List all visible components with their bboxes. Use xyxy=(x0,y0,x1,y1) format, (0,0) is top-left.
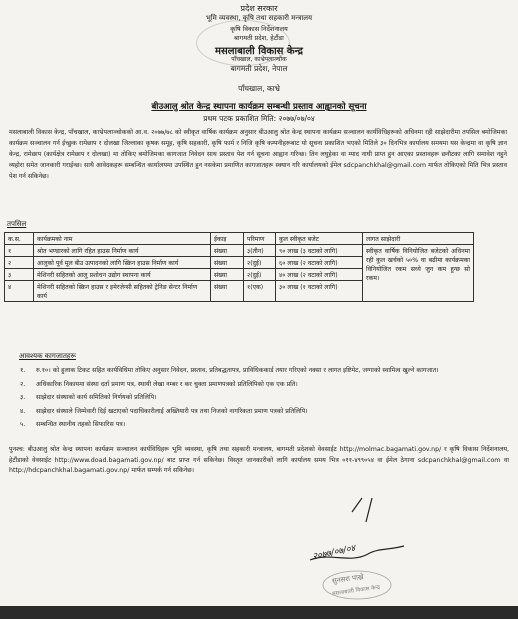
signature-date: २०७७/०७/०४ xyxy=(311,543,357,563)
header-cell: कुल स्वीकृत बजेट xyxy=(276,233,363,245)
cell: मेशिनरी सहितको आलु प्रशोधन उद्योग स्थापना कार्य xyxy=(34,269,211,281)
header-directorate: कृषि विकास निर्देशनालय xyxy=(230,25,288,33)
cell: संख्या xyxy=(211,245,244,257)
cost-share-cell: स्वीकृत वार्षिक विनियोजित बजेटको अधिनमा रही कुल खर्चको ५०% वा बढीमा कार्यक्रमका विनियोजित रकम सध्ये जुन कम हुन्छ सो रकम। xyxy=(363,245,474,302)
header-location: पाँचखाल, काभ्रे xyxy=(238,84,280,93)
stamp-name: सुनसरा पाख्रे xyxy=(331,572,365,586)
header-cell: कार्यक्रमको नाम xyxy=(34,233,211,245)
cell: ३(तीन) xyxy=(244,245,276,257)
cell: २ xyxy=(5,257,34,269)
notice-body: मसलाबाली विकास केन्द्र, पाँचखाल, काभ्रेपलाञ्चोकको आ.व. २०७७/७८ को स्वीकृत वार्षिक कार्यक्रम अनुसार बीउआलु श्रोत केन्द्र स्थापना कार्यक्रम सञ्चालन कार्यविधिहरूको अधिनमा रही साझेदारीमा तपसिल बमोजिमका कार्यक्रम सञ्चालन गर्न ईच्छुक रामेछाप र दोलखा जिल्लाका कृषक समूह, कृषि सहकारी, कृषि फार्म र निजि कृषि कम्पनीहरूबाट यो सूचना प्रकाशित भएको मितिले ३० दिनभित्र कार्यालय समयमा यस केन्द्रमा वा कृषि ज्ञान केन्द्र, रामेछाप (कार्यक्षेत्र रामेछाप र दोलखा) मा तोकिए बमोजिमका कागजात निवेदन साथ प्रस्ताव पेश गर्न सूचना आह्वान गरिन्छ। तिन लघुहेका वा म्याद नाघी प्राप्त हुन आएका प्रस्तावहरू छनौटका लागि समावेश नहुने व्यहोरा समेत जानकारी गराईन्छ। साथै आवेदकहरू सम्बन्धित कार्यालयमा उपस्थित हुन नसकेमा प्रमाणित कागजातहरू स्क्यान गरि कार्यालयको ईमेल sdcpanchkhal@gmail.com मार्फत तोकिएको मिति भित्र प्रस्ताव पेश गर्न सकिनेछ। xyxy=(9,129,507,180)
list-item: १. रु.१०। को हुलाक टिकट सहित कार्यविधिमा तोकिए अनुसार निवेदन, प्रस्ताव, प्रतिबद्धतापत्र, प्राविधिककार्ड तयार गरिएको नक्सा र लागत इष्टिमेट, जग्गाको स्वामित्व खुल्ने कागजात। xyxy=(20,367,439,374)
header-office-name: मसलाबाली विकास केन्द्र xyxy=(214,46,303,57)
cell: संख्या xyxy=(211,269,244,281)
header-province: बागमती प्रदेश, नेपाल xyxy=(230,64,288,73)
cell: संख्या xyxy=(211,281,244,302)
documents-title: आवश्यक कागजातहरू xyxy=(19,352,76,360)
header-cell: लागत साझेदारी xyxy=(363,233,474,245)
list-item: ४. साझेदार संस्थाले जिम्मेवारी दिई खटाएको पदाधिकारीलाई अख्तियारी पत्र तथा निजको नागरिकता प्रमाण पत्रको प्रतिलिपि। xyxy=(20,407,308,415)
cell: मेशिनरी सहितको स्क्रिन हाउस र इमेरजेन्सी सहितको ट्रेनिङ सेन्टर निर्माण कार्य xyxy=(34,281,211,302)
table-label: तपसिल xyxy=(7,220,27,228)
stamp-office: मसलाबाली विकास केन्द्र xyxy=(331,584,381,598)
cell: ९० लाख (३ वटाको लागि) xyxy=(276,245,363,257)
cell: ४ xyxy=(5,281,34,302)
header-directorate-location: बागमती प्रदेश, हेटौंडा xyxy=(234,34,284,42)
header-office-sub: पाँचखाल, काभ्रेपलाञ्चोक xyxy=(231,56,287,63)
cell: ४० लाख (२ वटाको लागि) xyxy=(276,269,363,281)
list-item: ५. सम्बन्धित स्थानीय तहको सिफारिस पत्र। xyxy=(20,421,126,428)
cell: ३० लाख (१ वटाको लागि) xyxy=(276,281,363,302)
list-item: २. अधिकारिक निकायमा संस्था दर्ता प्रमाण पत्र, स्थायी लेखा नम्बर र कर चुक्ता प्रमाणपत्रको प्रतिलिपिको एक एक प्रति। xyxy=(20,380,298,388)
cell: आलुको पूर्व मूल बीउ उत्पादनको लागि स्क्रिन हाउस निर्माण कार्य xyxy=(34,257,211,269)
scan-edge xyxy=(0,606,518,619)
cell: श्रोत भण्डारको लागि रहित हाउस निर्माण कार्य xyxy=(34,245,211,257)
cell: ६० लाख (२ वटाको लागि) xyxy=(276,257,363,269)
header-ministry: भूमि व्यवस्था, कृषि तथा सहकारी मन्त्रालय xyxy=(205,14,313,22)
header-cell: परिमाण xyxy=(244,233,276,245)
notice-heading: बीउआलु श्रोत केन्द्र स्थापना कार्यक्रम सम्बन्धी प्रस्ताव आह्वानको सूचना xyxy=(151,102,367,112)
header-cell: क.स. xyxy=(5,233,34,245)
header-government: प्रदेश सरकार xyxy=(240,4,278,13)
list-item: ३. साझेदार संस्थाको कार्य समितिको निर्णयको प्रतिलिपि। xyxy=(20,394,157,401)
cell: ३ xyxy=(5,269,34,281)
cell: संख्या xyxy=(211,257,244,269)
publication-date: प्रथम पटक प्रकाशित मिति: २०७७/०७/०४ xyxy=(203,114,315,123)
cell: १(एक) xyxy=(244,281,276,302)
header-cell: ईकाइ xyxy=(211,233,244,245)
cell: २(दुई) xyxy=(244,257,276,269)
cell: १ xyxy=(5,245,34,257)
footer-note: पुनश्च: बीउआलु श्रोत केन्द्र स्थापना कार्यक्रम सञ्चालन कार्यविधिहरू भूमि व्यवस्था, कृषि तथा सहकारी मन्त्रालय, बागमती प्रदेशको वेवसाईट http://molmac.bagamati.gov.np/ र कृषि विकास निर्देशनालय, हेटौंडाको वेवसाईट http://www.doad.bagamati.gov.np/ बाट प्राप्त गर्न सकिनेछ। विस्तृत जानकारीको लागि कार्यालय समय भित्र ०११-४९९०५४ वा ईमेल ठेगाना sdcpanchkhal@gmail.com वा http://hdcpanchkhal.bagamati.gov.np/ मार्फत सम्पर्क गर्न सकिनेछ। xyxy=(9,446,509,474)
cell: २(दुई) xyxy=(244,269,276,281)
